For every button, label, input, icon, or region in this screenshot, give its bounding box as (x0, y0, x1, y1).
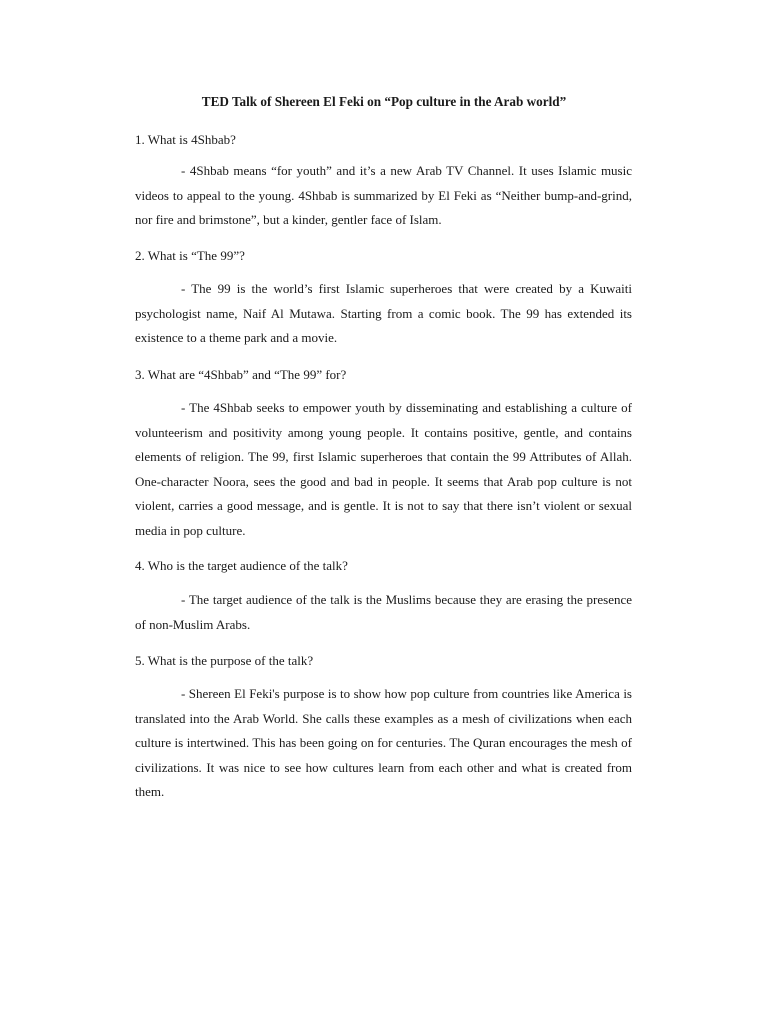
document-title: TED Talk of Shereen El Feki on “Pop culture in the Arab world” (201, 94, 567, 109)
answer-4: - The target audience of the talk is the Muslims because they are erasing the presence of non-Muslim Arabs. (135, 592, 632, 632)
answer-3: - The 4Shbab seeks to empower youth by disseminating and establishing a culture of volunteerism and positivity among young people. It contains positive, gentle, and contains elements of religion. The 99, first Islamic superheroes that contain the 99 Attributes of Allah. One-character Noora, sees the good and bad in people. It seems that Arab pop culture is not violent, carries a good message, and is gentle. It is not to say that there isn’t violent or sexual media in pop culture. (135, 400, 632, 538)
question-1: 1. What is 4Shbab? (135, 132, 236, 147)
answer-1: - 4Shbab means “for youth” and it’s a new Arab TV Channel. It uses Islamic music videos to appeal to the young. 4Shbab is summarized by El Feki as “Neither bump-and-grind, nor fire and brimstone”, but a kinder, gentler face of Islam. (135, 163, 632, 227)
question-5: 5. What is the purpose of the talk? (135, 653, 314, 668)
question-4: 4. Who is the target audience of the talk? (135, 558, 348, 573)
answer-5: - Shereen El Feki's purpose is to show how pop culture from countries like America is translated into the Arab World. She calls these examples as a mesh of civilizations when each culture is intertwined. This has been going on for centuries. The Quran encourages the mesh of civilizations. It was nice to see how cultures learn from each other and what is created from them. (135, 686, 632, 799)
question-3: 3. What are “4Shbab” and “The 99” for? (135, 367, 347, 382)
answer-2: - The 99 is the world’s first Islamic superheroes that were created by a Kuwaiti psychologist name, Naif Al Mutawa. Starting from a comic book. The 99 has extended its existence to a theme park and a movie. (135, 281, 632, 345)
question-2: 2. What is “The 99”? (135, 248, 245, 263)
